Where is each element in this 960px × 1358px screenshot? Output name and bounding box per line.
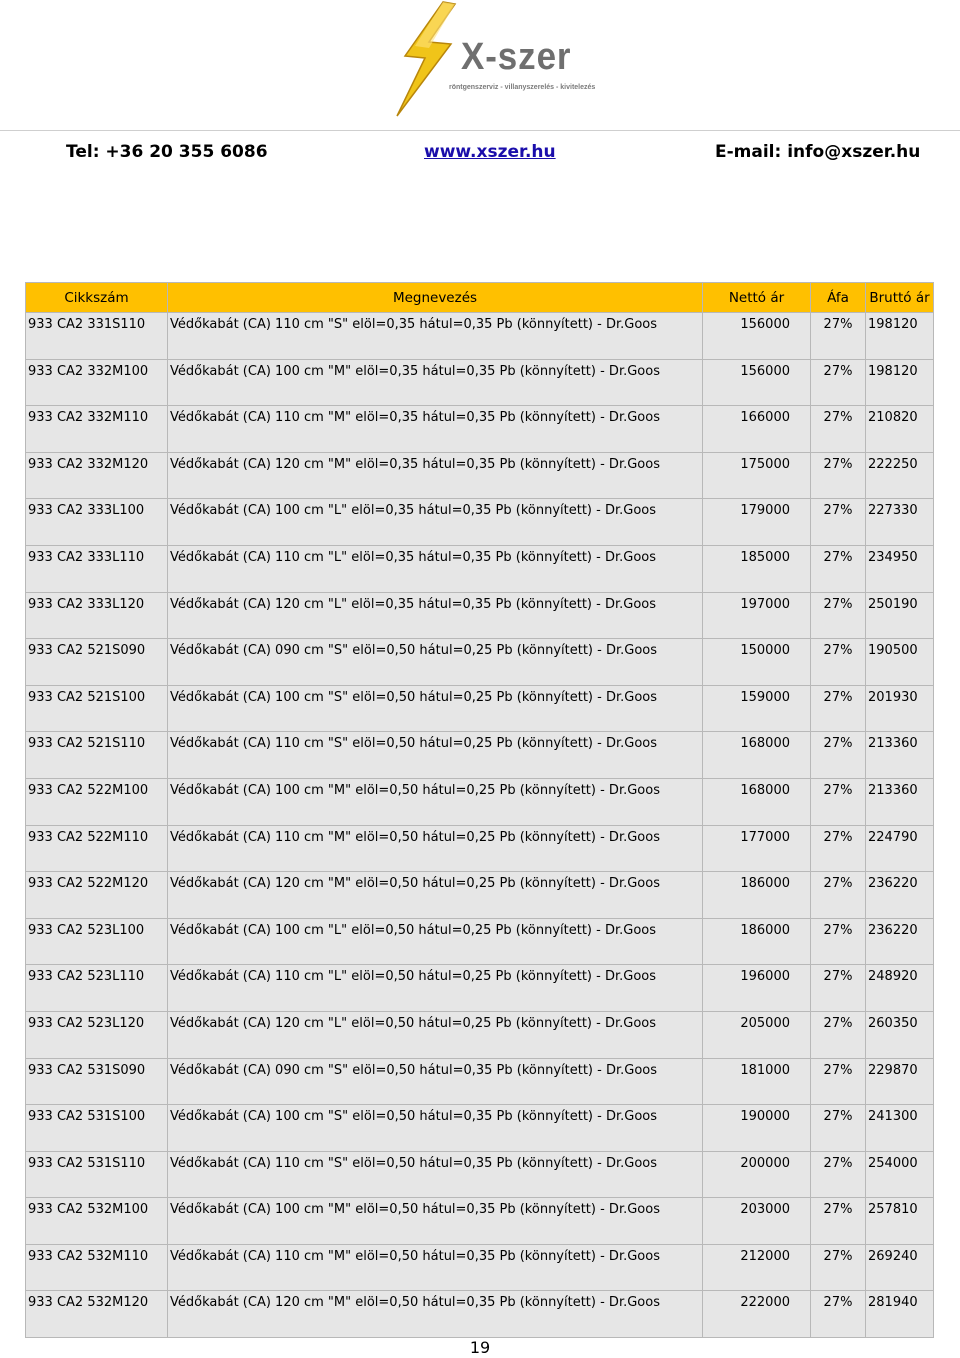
net-price: 203000 — [703, 1198, 811, 1245]
vat-rate: 27% — [811, 1198, 866, 1245]
product-code: 933 CA2 521S090 — [26, 639, 168, 686]
gross-price: 222250 — [866, 452, 934, 499]
table-row — [26, 1291, 934, 1338]
table-row — [26, 359, 934, 406]
vat-rate: 27% — [811, 918, 866, 965]
product-code: 933 CA2 523L100 — [26, 918, 168, 965]
product-name: Védőkabát (CA) 120 cm "L" elöl=0,35 hátul=0,35 Pb (könnyített) - Dr.Goos — [168, 592, 703, 639]
vat-rate: 27% — [811, 313, 866, 360]
table-row — [26, 1198, 934, 1245]
net-price: 177000 — [703, 825, 811, 872]
product-name: Védőkabát (CA) 120 cm "M" elöl=0,50 hátul=0,25 Pb (könnyített) - Dr.Goos — [168, 872, 703, 919]
vat-rate: 27% — [811, 639, 866, 686]
vat-rate: 27% — [811, 1105, 866, 1152]
net-price: 190000 — [703, 1105, 811, 1152]
gross-price: 210820 — [866, 406, 934, 453]
product-name: Védőkabát (CA) 100 cm "M" elöl=0,35 hátul=0,35 Pb (könnyített) - Dr.Goos — [168, 359, 703, 406]
net-price: 186000 — [703, 918, 811, 965]
product-name: Védőkabát (CA) 100 cm "M" elöl=0,50 hátul=0,35 Pb (könnyített) - Dr.Goos — [168, 1198, 703, 1245]
header-netto-ar: Nettó ár — [703, 283, 811, 313]
product-code: 933 CA2 522M100 — [26, 778, 168, 825]
net-price: 212000 — [703, 1244, 811, 1291]
table-row — [26, 313, 934, 360]
vat-rate: 27% — [811, 406, 866, 453]
product-code: 933 CA2 521S100 — [26, 685, 168, 732]
product-code: 933 CA2 332M100 — [26, 359, 168, 406]
gross-price: 281940 — [866, 1291, 934, 1338]
vat-rate: 27% — [811, 592, 866, 639]
table-row — [26, 592, 934, 639]
product-code: 933 CA2 522M110 — [26, 825, 168, 872]
product-code: 933 CA2 332M110 — [26, 406, 168, 453]
gross-price: 227330 — [866, 499, 934, 546]
table-row — [26, 639, 934, 686]
gross-price: 248920 — [866, 965, 934, 1012]
logo-title: X-szer — [461, 36, 572, 78]
table-row — [26, 499, 934, 546]
vat-rate: 27% — [811, 499, 866, 546]
product-name: Védőkabát (CA) 090 cm "S" elöl=0,50 hátul=0,25 Pb (könnyített) - Dr.Goos — [168, 639, 703, 686]
net-price: 166000 — [703, 406, 811, 453]
product-name: Védőkabát (CA) 120 cm "M" elöl=0,35 hátul=0,35 Pb (könnyített) - Dr.Goos — [168, 452, 703, 499]
table-row — [26, 452, 934, 499]
header-megnevezes: Megnevezés — [168, 283, 703, 313]
product-code: 933 CA2 531S110 — [26, 1151, 168, 1198]
product-name: Védőkabát (CA) 100 cm "L" elöl=0,35 hátul=0,35 Pb (könnyített) - Dr.Goos — [168, 499, 703, 546]
table-row — [26, 685, 934, 732]
page-number: 19 — [469, 1338, 491, 1357]
vat-rate: 27% — [811, 825, 866, 872]
product-code: 933 CA2 523L120 — [26, 1011, 168, 1058]
vat-rate: 27% — [811, 359, 866, 406]
product-name: Védőkabát (CA) 110 cm "M" elöl=0,35 hátul=0,35 Pb (könnyített) - Dr.Goos — [168, 406, 703, 453]
table-row — [26, 1058, 934, 1105]
vat-rate: 27% — [811, 1011, 866, 1058]
product-name: Védőkabát (CA) 100 cm "S" elöl=0,50 hátul=0,35 Pb (könnyített) - Dr.Goos — [168, 1105, 703, 1152]
product-name: Védőkabát (CA) 110 cm "M" elöl=0,50 hátul=0,25 Pb (könnyített) - Dr.Goos — [168, 825, 703, 872]
table-row — [26, 1105, 934, 1152]
product-code: 933 CA2 331S110 — [26, 313, 168, 360]
product-name: Védőkabát (CA) 110 cm "S" elöl=0,50 hátul=0,35 Pb (könnyített) - Dr.Goos — [168, 1151, 703, 1198]
product-name: Védőkabát (CA) 100 cm "S" elöl=0,50 hátul=0,25 Pb (könnyített) - Dr.Goos — [168, 685, 703, 732]
product-name: Védőkabát (CA) 090 cm "S" elöl=0,50 hátul=0,35 Pb (könnyített) - Dr.Goos — [168, 1058, 703, 1105]
gross-price: 260350 — [866, 1011, 934, 1058]
table-row — [26, 1011, 934, 1058]
gross-price: 250190 — [866, 592, 934, 639]
product-code: 933 CA2 523L110 — [26, 965, 168, 1012]
gross-price: 213360 — [866, 778, 934, 825]
product-name: Védőkabát (CA) 110 cm "L" elöl=0,50 hátul=0,25 Pb (könnyített) - Dr.Goos — [168, 965, 703, 1012]
email-address: E-mail: info@xszer.hu — [715, 142, 921, 162]
price-table — [25, 282, 934, 1338]
product-name: Védőkabát (CA) 120 cm "L" elöl=0,50 hátul=0,25 Pb (könnyített) - Dr.Goos — [168, 1011, 703, 1058]
header-afa: Áfa — [811, 283, 866, 313]
net-price: 222000 — [703, 1291, 811, 1338]
table-row — [26, 778, 934, 825]
net-price: 197000 — [703, 592, 811, 639]
vat-rate: 27% — [811, 965, 866, 1012]
product-code: 933 CA2 532M110 — [26, 1244, 168, 1291]
gross-price: 257810 — [866, 1198, 934, 1245]
vat-rate: 27% — [811, 452, 866, 499]
gross-price: 198120 — [866, 359, 934, 406]
table-row — [26, 872, 934, 919]
phone-number: Tel: +36 20 355 6086 — [66, 142, 268, 162]
gross-price: 254000 — [866, 1151, 934, 1198]
header-brutto-ar: Bruttó ár — [866, 283, 934, 313]
table-row — [26, 825, 934, 872]
product-code: 933 CA2 531S100 — [26, 1105, 168, 1152]
vat-rate: 27% — [811, 685, 866, 732]
product-code: 933 CA2 332M120 — [26, 452, 168, 499]
table-header-row — [26, 283, 934, 313]
net-price: 179000 — [703, 499, 811, 546]
table-row — [26, 732, 934, 779]
product-name: Védőkabát (CA) 110 cm "S" elöl=0,50 hátul=0,25 Pb (könnyített) - Dr.Goos — [168, 732, 703, 779]
net-price: 200000 — [703, 1151, 811, 1198]
vat-rate: 27% — [811, 872, 866, 919]
vat-rate: 27% — [811, 1058, 866, 1105]
product-name: Védőkabát (CA) 110 cm "L" elöl=0,35 hátul=0,35 Pb (könnyített) - Dr.Goos — [168, 545, 703, 592]
gross-price: 229870 — [866, 1058, 934, 1105]
product-code: 933 CA2 522M120 — [26, 872, 168, 919]
product-code: 933 CA2 333L120 — [26, 592, 168, 639]
net-price: 150000 — [703, 639, 811, 686]
product-name: Védőkabát (CA) 100 cm "L" elöl=0,50 hátul=0,25 Pb (könnyített) - Dr.Goos — [168, 918, 703, 965]
gross-price: 269240 — [866, 1244, 934, 1291]
logo-tagline: röntgenszerviz - villanyszerelés - kivitelezés — [449, 84, 596, 91]
table-row — [26, 406, 934, 453]
product-name: Védőkabát (CA) 120 cm "M" elöl=0,50 hátul=0,35 Pb (könnyített) - Dr.Goos — [168, 1291, 703, 1338]
product-code: 933 CA2 333L100 — [26, 499, 168, 546]
gross-price: 213360 — [866, 732, 934, 779]
product-code: 933 CA2 532M100 — [26, 1198, 168, 1245]
product-code: 933 CA2 333L110 — [26, 545, 168, 592]
table-row — [26, 965, 934, 1012]
vat-rate: 27% — [811, 545, 866, 592]
gross-price: 236220 — [866, 918, 934, 965]
website-link[interactable]: www.xszer.hu — [424, 142, 556, 162]
table-row — [26, 1151, 934, 1198]
product-code: 933 CA2 521S110 — [26, 732, 168, 779]
net-price: 168000 — [703, 732, 811, 779]
gross-price: 201930 — [866, 685, 934, 732]
product-name: Védőkabát (CA) 110 cm "M" elöl=0,50 hátul=0,35 Pb (könnyített) - Dr.Goos — [168, 1244, 703, 1291]
company-logo — [385, 0, 596, 118]
gross-price: 234950 — [866, 545, 934, 592]
table-row — [26, 545, 934, 592]
gross-price: 241300 — [866, 1105, 934, 1152]
net-price: 185000 — [703, 545, 811, 592]
net-price: 156000 — [703, 359, 811, 406]
net-price: 168000 — [703, 778, 811, 825]
vat-rate: 27% — [811, 778, 866, 825]
net-price: 175000 — [703, 452, 811, 499]
gross-price: 198120 — [866, 313, 934, 360]
vat-rate: 27% — [811, 1244, 866, 1291]
vat-rate: 27% — [811, 1151, 866, 1198]
gross-price: 224790 — [866, 825, 934, 872]
net-price: 181000 — [703, 1058, 811, 1105]
vat-rate: 27% — [811, 1291, 866, 1338]
table-body — [26, 313, 934, 1338]
table-row — [26, 918, 934, 965]
header-cikkszam: Cikkszám — [26, 283, 168, 313]
product-name: Védőkabát (CA) 100 cm "M" elöl=0,50 hátul=0,25 Pb (könnyített) - Dr.Goos — [168, 778, 703, 825]
gross-price: 236220 — [866, 872, 934, 919]
net-price: 156000 — [703, 313, 811, 360]
net-price: 186000 — [703, 872, 811, 919]
table-row — [26, 1244, 934, 1291]
net-price: 205000 — [703, 1011, 811, 1058]
vat-rate: 27% — [811, 732, 866, 779]
product-code: 933 CA2 532M120 — [26, 1291, 168, 1338]
net-price: 196000 — [703, 965, 811, 1012]
gross-price: 190500 — [866, 639, 934, 686]
net-price: 159000 — [703, 685, 811, 732]
product-name: Védőkabát (CA) 110 cm "S" elöl=0,35 hátul=0,35 Pb (könnyített) - Dr.Goos — [168, 313, 703, 360]
contact-bar — [0, 130, 960, 171]
product-code: 933 CA2 531S090 — [26, 1058, 168, 1105]
